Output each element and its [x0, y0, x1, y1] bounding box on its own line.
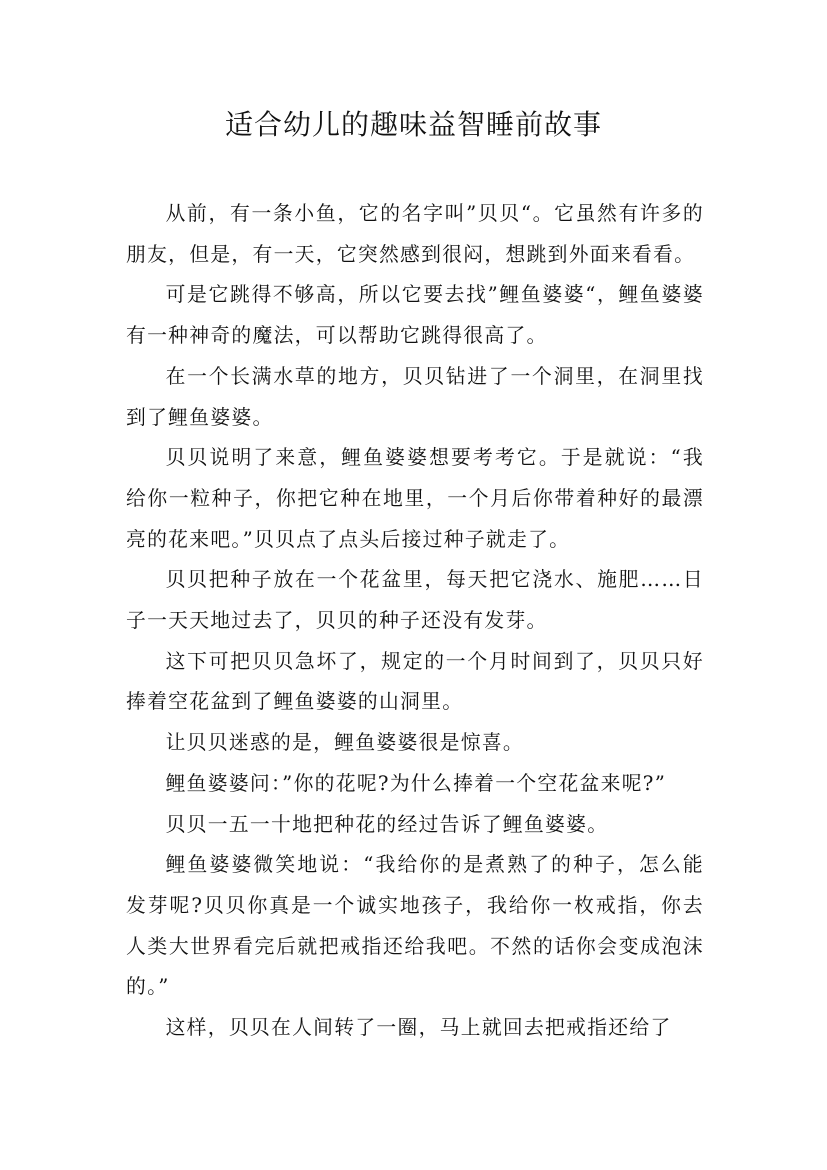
document-body — [126, 194, 704, 1049]
document-title: 适合幼儿的趣味益智睡前故事 — [224, 108, 602, 141]
paragraph: 鲤鱼婆婆微笑地说：“我给你的是煮熟了的种子，怎么能发芽呢?贝贝你真是一个诚实地孩子，我给你一枚戒指，你去人类大世界看完后就把戒指还给我吧。不然的话你会变成泡沫的。” — [126, 853, 704, 999]
paragraph: 这样，贝贝在人间转了一圈，马上就回去把戒指还给了 — [165, 1016, 672, 1040]
paragraph: 贝贝一五一十地把种花的经过告诉了鲤鱼婆婆。 — [165, 812, 609, 836]
paragraph: 让贝贝迷惑的是，鲤鱼婆婆很是惊喜。 — [165, 731, 524, 755]
paragraph: 贝贝说明了来意，鲤鱼婆婆想要考考它。于是就说：“我给你一粒种子，你把它种在地里，一个月后你带着种好的最漂亮的花来吧。”贝贝点了点头后接过种子就走了。 — [126, 446, 704, 551]
paragraph: 可是它跳得不够高，所以它要去找”鲤鱼婆婆“，鲤鱼婆婆有一种神奇的魔法，可以帮助它跳得很高了。 — [126, 283, 704, 348]
paragraph: 这下可把贝贝急坏了，规定的一个月时间到了，贝贝只好捧着空花盆到了鲤鱼婆婆的山洞里。 — [126, 649, 704, 714]
paragraph: 贝贝把种子放在一个花盆里，每天把它浇水、施肥……日子一天天地过去了，贝贝的种子还没有发芽。 — [126, 568, 704, 633]
paragraph: 鲤鱼婆婆问：”你的花呢?为什么捧着一个空花盆来呢?” — [165, 771, 667, 795]
paragraph: 从前，有一条小鱼，它的名字叫”贝贝“。它虽然有许多的朋友，但是，有一天，它突然感到很闷，想跳到外面来看看。 — [126, 202, 704, 266]
paragraph: 在一个长满水草的地方，贝贝钻进了一个洞里，在洞里找到了鲤鱼婆婆。 — [126, 364, 704, 429]
